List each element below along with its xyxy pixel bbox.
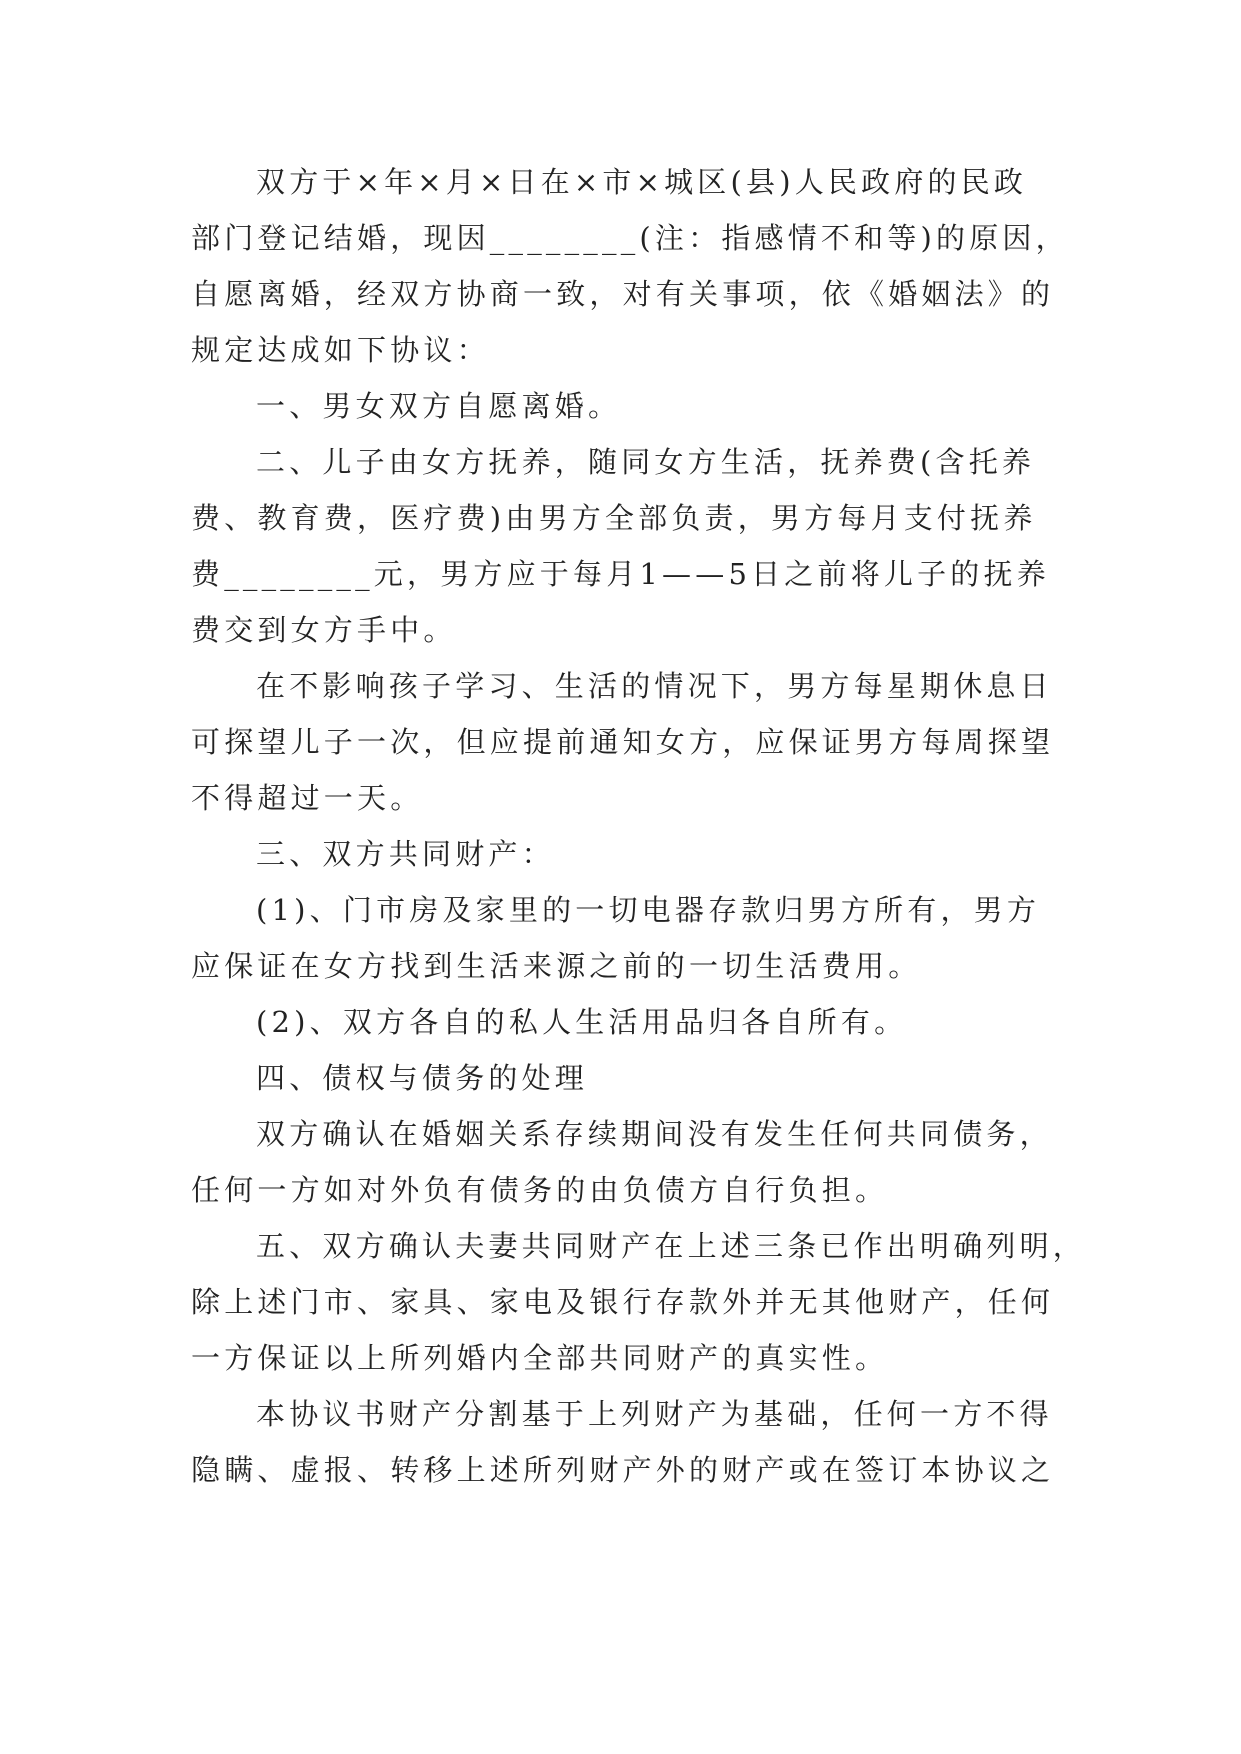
text-line: 费________元，男方应于每月1——5日之前将儿子的抚养 xyxy=(191,557,1050,591)
text-line: 在不影响孩子学习、生活的情况下，男方每星期休息日 xyxy=(256,669,1053,703)
paragraph-intro xyxy=(191,154,1069,378)
text-line: (1)、门市房及家里的一切电器存款归男方所有，男方 xyxy=(256,893,1041,927)
text-line: 一方保证以上所列婚内全部共同财产的真实性。 xyxy=(191,1341,889,1375)
paragraph-debts xyxy=(191,1106,1056,1218)
text-line: 三、双方共同财产： xyxy=(256,837,555,871)
paragraph-clause-1 xyxy=(191,378,1056,434)
text-line: 可探望儿子一次，但应提前通知女方，应保证男方每周探望 xyxy=(191,725,1055,759)
paragraph-clause-3-1 xyxy=(191,882,1056,994)
paragraph-division xyxy=(191,1386,1056,1498)
text-line: (2)、双方各自的私人生活用品归各自所有。 xyxy=(256,1005,908,1039)
paragraph-clause-5 xyxy=(191,1218,1087,1386)
text-line: 五、双方确认夫妻共同财产在上述三条已作出明确列明， xyxy=(256,1229,1087,1263)
text-line: 本协议书财产分割基于上列财产为基础，任何一方不得 xyxy=(256,1397,1053,1431)
text-line: 部门登记结婚，现因________(注：指感情不和等)的原因， xyxy=(191,221,1069,255)
text-line: 一、男女双方自愿离婚。 xyxy=(256,389,622,423)
text-line: 费、教育费，医疗费)由男方全部负责，男方每月支付抚养 xyxy=(191,501,1037,535)
text-line: 双方确认在婚姻关系存续期间没有发生任何共同债务， xyxy=(256,1117,1053,1151)
paragraph-clause-3 xyxy=(191,826,1056,882)
text-line: 双方于×年×月×日在×市×城区(县)人民政府的民政 xyxy=(256,165,1028,199)
text-line: 自愿离婚，经双方协商一致，对有关事项，依《婚姻法》的 xyxy=(191,277,1055,311)
paragraph-clause-2 xyxy=(191,434,1056,658)
document-body xyxy=(191,154,1087,1498)
text-line: 二、儿子由女方抚养，随同女方生活，抚养费(含托养 xyxy=(256,445,1036,479)
text-line: 应保证在女方找到生活来源之前的一切生活费用。 xyxy=(191,949,922,983)
text-line: 规定达成如下协议： xyxy=(191,333,490,367)
paragraph-visitation xyxy=(191,658,1056,826)
paragraph-clause-3-2 xyxy=(191,994,1056,1050)
text-line: 四、债权与债务的处理 xyxy=(256,1061,589,1095)
text-line: 不得超过一天。 xyxy=(191,781,424,815)
text-line: 费交到女方手中。 xyxy=(191,613,457,647)
text-line: 任何一方如对外负有债务的由负债方自行负担。 xyxy=(191,1173,889,1207)
paragraph-clause-4 xyxy=(191,1050,1056,1106)
text-line: 除上述门市、家具、家电及银行存款外并无其他财产，任何 xyxy=(191,1285,1055,1319)
text-line: 隐瞒、虚报、转移上述所列财产外的财产或在签订本协议之 xyxy=(191,1453,1055,1487)
